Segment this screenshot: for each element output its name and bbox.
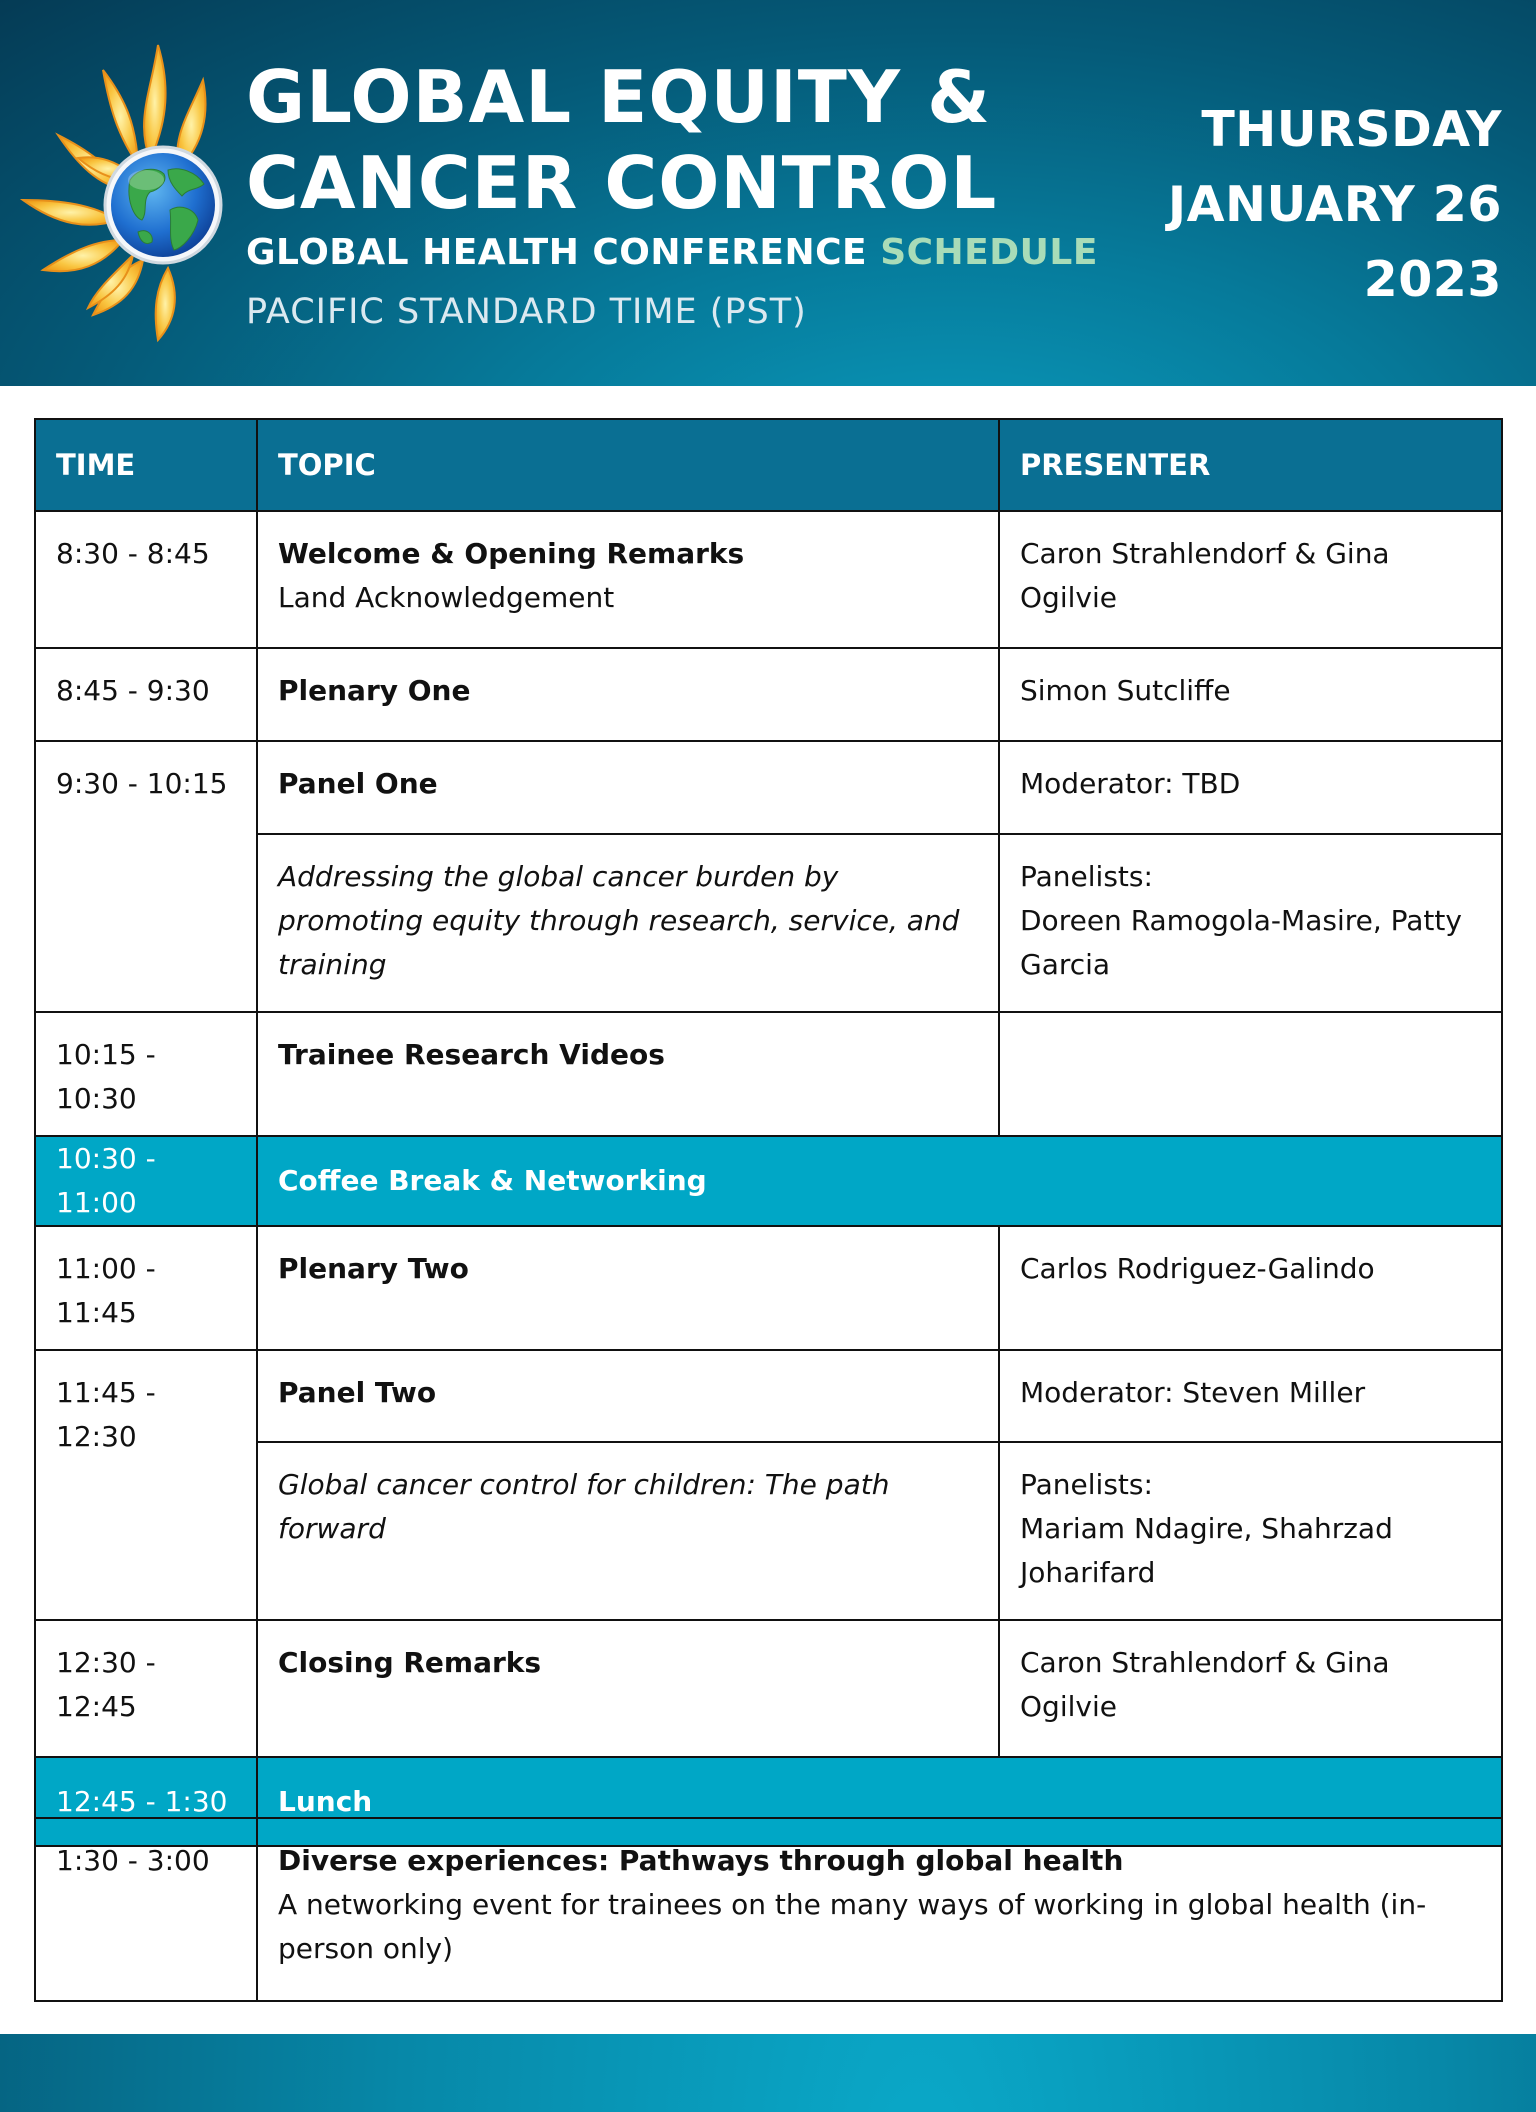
table-row	[35, 1818, 1502, 2001]
subtitle-accent: SCHEDULE	[880, 232, 1098, 273]
title-line-1: GLOBAL EQUITY &	[246, 55, 991, 139]
table-row	[35, 648, 1502, 741]
extra-event-table	[34, 1817, 1503, 2002]
row-presenter: Carlos Rodriguez-Galindo	[999, 1226, 1502, 1350]
row-time: 1:30 - 3:00	[35, 1818, 257, 2001]
topic-description: Addressing the global cancer burden by promoting equity through research, service, and training	[278, 860, 960, 981]
row-topic	[257, 648, 999, 741]
conference-subtitle	[246, 232, 1098, 273]
row-time: 11:45 - 12:30	[35, 1350, 257, 1620]
sun-globe-logo	[18, 40, 228, 350]
row-time: 9:30 - 10:15	[35, 741, 257, 1012]
row-topic	[257, 1226, 999, 1350]
topic-title: Plenary Two	[278, 1252, 469, 1285]
row-topic	[257, 1620, 999, 1757]
topic-title: Panel One	[278, 767, 438, 800]
row-presenter: Moderator: TBD	[999, 741, 1502, 834]
row-time: 10:30 - 11:00	[35, 1136, 257, 1226]
topic-note: A networking event for trainees on the many ways of working in global health (in-person only)	[278, 1888, 1427, 1965]
event-day: THURSDAY	[1201, 101, 1502, 158]
subtitle-main: GLOBAL HEALTH CONFERENCE	[246, 232, 868, 273]
topic-title: Welcome & Opening Remarks	[278, 537, 745, 570]
row-time: 12:45 - 1:30	[35, 1757, 257, 1846]
header-banner	[0, 0, 1536, 386]
topic-title: Closing Remarks	[278, 1646, 542, 1679]
row-topic	[257, 511, 999, 648]
row-time: 12:30 - 12:45	[35, 1620, 257, 1757]
row-topic	[257, 1136, 1502, 1226]
topic-description: Global cancer control for children: The path forward	[278, 1468, 890, 1545]
topic-title: Coffee Break & Networking	[278, 1164, 707, 1197]
table-row	[35, 511, 1502, 648]
schedule-panel	[0, 386, 1536, 2034]
row-presenter: Caron Strahlendorf & Gina Ogilvie	[999, 1620, 1502, 1757]
header-presenter: PRESENTER	[999, 419, 1502, 511]
event-month-day: JANUARY 26	[1167, 176, 1502, 233]
table-row	[35, 1350, 1502, 1442]
panelists-label: Panelists:	[1020, 1468, 1153, 1501]
row-topic-description	[257, 834, 999, 1012]
title-line-2: CANCER CONTROL	[246, 141, 998, 225]
table-row	[35, 1226, 1502, 1350]
row-presenter	[999, 1012, 1502, 1136]
topic-title: Diverse experiences: Pathways through global health	[278, 1844, 1124, 1877]
schedule-table	[34, 418, 1503, 1847]
panelists-names: Doreen Ramogola-Masire, Patty Garcia	[1020, 904, 1462, 981]
row-time: 8:45 - 9:30	[35, 648, 257, 741]
table-row	[35, 1012, 1502, 1136]
row-topic	[257, 1012, 999, 1136]
event-date	[1168, 92, 1502, 317]
panelists-label: Panelists:	[1020, 860, 1153, 893]
header-topic: TOPIC	[257, 419, 999, 511]
table-row	[35, 1620, 1502, 1757]
conference-title	[246, 54, 997, 226]
row-topic	[257, 1350, 999, 1442]
topic-title: Trainee Research Videos	[278, 1038, 665, 1071]
row-presenter: Simon Sutcliffe	[999, 648, 1502, 741]
topic-title: Panel Two	[278, 1376, 437, 1409]
table-row	[35, 741, 1502, 834]
row-presenter: Moderator: Steven Miller	[999, 1350, 1502, 1442]
break-row	[35, 1136, 1502, 1226]
row-time: 10:15 - 10:30	[35, 1012, 257, 1136]
row-topic-description	[257, 1442, 999, 1620]
row-topic	[257, 741, 999, 834]
row-time: 11:00 - 11:45	[35, 1226, 257, 1350]
row-presenter: Caron Strahlendorf & Gina Ogilvie	[999, 511, 1502, 648]
panelists-names: Mariam Ndagire, Shahrzad Joharifard	[1020, 1512, 1393, 1589]
topic-title: Lunch	[278, 1784, 373, 1818]
row-panelists	[999, 1442, 1502, 1620]
event-year: 2023	[1363, 251, 1502, 308]
row-topic	[257, 1818, 1502, 2001]
row-time: 8:30 - 8:45	[35, 511, 257, 648]
timezone-label: PACIFIC STANDARD TIME (PST)	[246, 292, 807, 332]
row-panelists	[999, 834, 1502, 1012]
table-header-row	[35, 419, 1502, 511]
topic-title: Plenary One	[278, 674, 471, 707]
header-time: TIME	[35, 419, 257, 511]
topic-note: Land Acknowledgement	[278, 581, 615, 614]
